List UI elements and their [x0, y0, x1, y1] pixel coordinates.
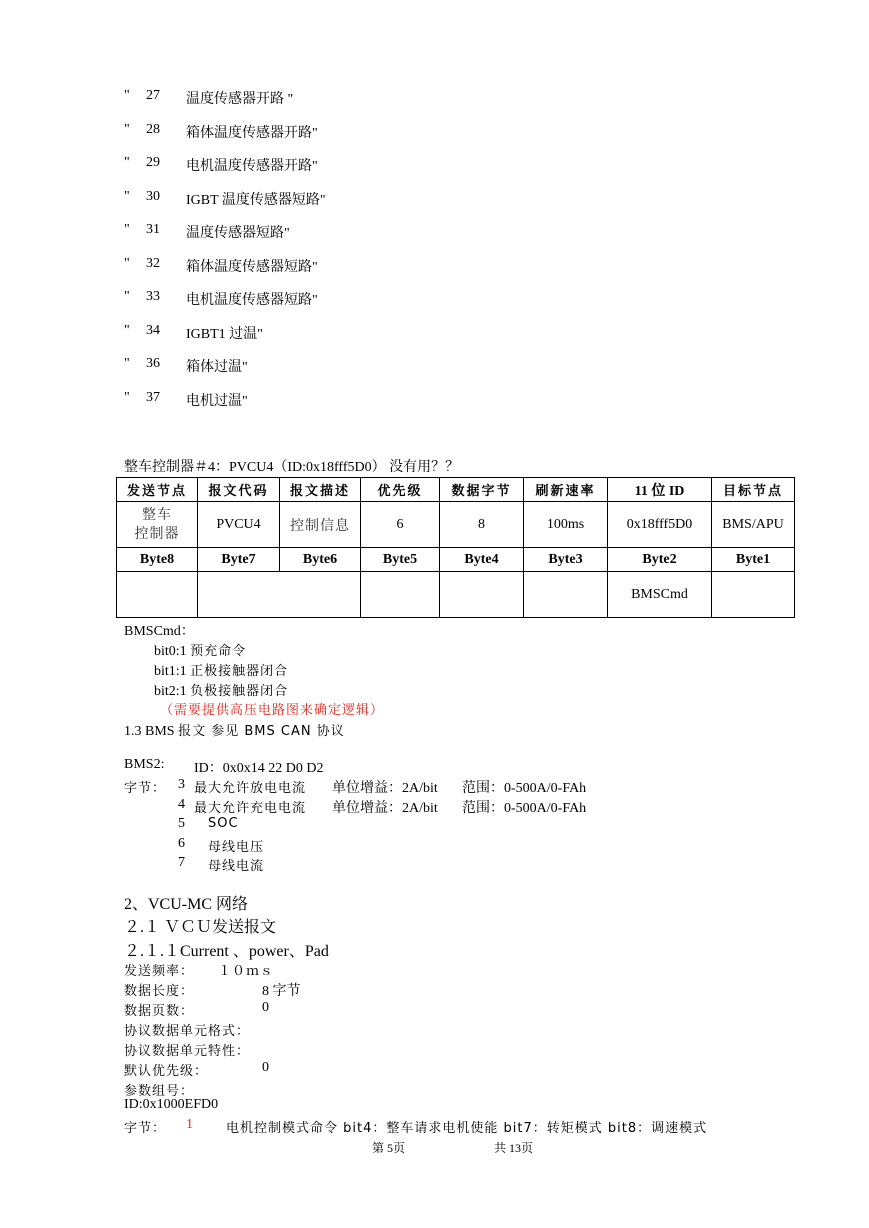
subsection-vcu-send: ２.１ ＶＣＵ发送报文 — [124, 919, 277, 936]
th-byte6: Byte6 — [280, 548, 361, 572]
cell-byte7-6 — [198, 572, 361, 618]
bms-byte-range: 范围：0-500A/0-FAh — [462, 781, 587, 796]
bms-byte-gain: 单位增益：2A/bit — [332, 800, 438, 816]
vcu-field-label: 数据页数： — [124, 1004, 195, 1019]
bms-byte-name: SOC — [208, 816, 239, 831]
footer-page-number: 第 5页 — [372, 1141, 406, 1155]
fault-number: 29 — [146, 155, 160, 170]
fault-quote: " — [124, 255, 130, 271]
bms2-label: BMS2: — [124, 757, 165, 772]
vcu-field-label: 参数组号： — [124, 1084, 195, 1099]
cell-byte4 — [440, 572, 524, 618]
vcu-field-value: １０ｍｓ — [218, 964, 275, 979]
pvcu4-title: 整车控制器＃4：PVCU4（ID:0x18fff5D0） 没有用？？ — [124, 460, 460, 475]
cell-byte5 — [361, 572, 440, 618]
vcu-byte-desc: 电机控制模式命令 bit4：整车请求电机使能 bit7：转矩模式 bit8：调速模式 — [226, 1121, 708, 1136]
fault-number: 28 — [146, 121, 160, 137]
bit-label: bit2:1 — [154, 684, 187, 699]
th-byte2: Byte2 — [608, 548, 712, 572]
cell-priority: 6 — [361, 502, 440, 548]
bmscmd-bit2 — [154, 680, 288, 700]
bms-byte-number: 6 — [178, 835, 185, 851]
table-header-row — [117, 478, 795, 502]
bit-text: 负极接触器闭合 — [190, 684, 289, 699]
fault-description: 箱体温度传感器短路" — [186, 259, 318, 275]
fault-description: IGBT1 过温" — [186, 326, 263, 342]
cell-send-node: 整车 控制器 — [117, 502, 198, 548]
bit-label: bit0:1 — [154, 644, 187, 659]
byte-header-row — [117, 548, 795, 572]
fault-number: 32 — [146, 255, 160, 271]
bms-byte-name: 最大允许充电电流 — [194, 800, 307, 816]
th-byte1: Byte1 — [712, 548, 795, 572]
fault-number: 27 — [146, 88, 160, 103]
bmscmd-label: BMSCmd： — [124, 624, 195, 639]
fault-description: 箱体温度传感器开路" — [186, 125, 318, 141]
bms-byte-name: 母线电流 — [208, 859, 265, 874]
bmscmd-bit1 — [154, 660, 288, 680]
fault-description: 温度传感器短路" — [186, 226, 290, 241]
vcu-byte-label: 字节： — [124, 1121, 167, 1136]
fault-description: 温度传感器开路 " — [186, 92, 294, 107]
bms-heading — [124, 720, 345, 740]
th-msg-code: 报文代码 — [198, 478, 280, 502]
cell-byte2: BMSCmd — [608, 572, 712, 618]
section-vcu-mc: 2、VCU-MC 网络 — [124, 896, 249, 913]
cell-11bit-id: 0x18fff5D0 — [608, 502, 712, 548]
bms-bytes-label: 字节： — [124, 781, 167, 796]
fault-number: 37 — [146, 389, 160, 405]
fault-quote: " — [124, 389, 130, 405]
th-byte4: Byte4 — [440, 548, 524, 572]
vcu-field-value: 0 — [262, 1060, 269, 1075]
fault-quote: " — [124, 289, 130, 304]
fault-number: 33 — [146, 289, 160, 304]
bmscmd-bit0 — [154, 640, 246, 660]
fault-number: 31 — [146, 222, 160, 237]
fault-description: 电机过温" — [186, 393, 248, 409]
cell-byte8 — [117, 572, 198, 618]
bit-label: bit1:1 — [154, 664, 187, 679]
footer-total-pages: 共 13页 — [494, 1141, 534, 1155]
cell-refresh-rate: 100ms — [524, 502, 608, 548]
vcu-field-value: 8 字节 — [262, 984, 301, 999]
th-target-node: 目标节点 — [712, 478, 795, 502]
th-data-bytes: 数据字节 — [440, 478, 524, 502]
vcu-field-label: 默认优先级： — [124, 1064, 209, 1079]
th-byte7: Byte7 — [198, 548, 280, 572]
bms-byte-name: 母线电压 — [208, 839, 265, 855]
th-refresh-rate: 刷新速率 — [524, 478, 608, 502]
fault-description: 电机温度传感器开路" — [186, 159, 318, 174]
bms-byte-range: 范围：0-500A/0-FAh — [462, 800, 587, 816]
bms-byte-number: 3 — [178, 777, 185, 792]
fault-quote: " — [124, 155, 130, 170]
vcu-id-line: ID:0x1000EFD0 — [124, 1097, 219, 1112]
th-msg-desc: 报文描述 — [280, 478, 361, 502]
vcu-field-label: 协议数据单元特性： — [124, 1044, 251, 1059]
cell-byte3 — [524, 572, 608, 618]
fault-quote: " — [124, 322, 130, 338]
bit-text: 正极接触器闭合 — [190, 664, 289, 679]
bms-heading-num: 1.3 BMS — [124, 724, 175, 739]
bms-heading-text: 报文 参见 BMS CAN 协议 — [178, 724, 345, 739]
cell-data-bytes: 8 — [440, 502, 524, 548]
fault-number: 30 — [146, 188, 160, 204]
cell-msg-desc: 控制信息 — [280, 502, 361, 548]
fault-description: 箱体过温" — [186, 360, 248, 375]
cell-target-node: BMS/APU — [712, 502, 795, 548]
fault-description: IGBT 温度传感器短路" — [186, 192, 326, 208]
vcu-byte-num: 1 — [186, 1117, 193, 1132]
fault-description: 电机温度传感器短路" — [186, 293, 318, 308]
bms2-id: ID：0x0x14 22 D0 D2 — [194, 761, 324, 776]
th-byte8: Byte8 — [117, 548, 198, 572]
bit-text: 预充命令 — [190, 644, 247, 659]
vcu-field-value: 0 — [262, 1000, 269, 1015]
th-priority: 优先级 — [361, 478, 440, 502]
th-send-node: 发送节点 — [117, 478, 198, 502]
bmscmd-note: （需要提供高压电路图来确定逻辑） — [160, 703, 385, 718]
bms-byte-number: 5 — [178, 816, 185, 831]
bms-byte-name: 最大允许放电电流 — [194, 781, 307, 796]
table-row — [117, 502, 795, 548]
vcu-field-label: 数据长度： — [124, 984, 195, 999]
fault-quote: " — [124, 222, 130, 237]
byte-row — [117, 572, 795, 618]
th-11bit-id: 11 位 ID — [608, 478, 712, 502]
vcu-field-label: 协议数据单元格式： — [124, 1024, 251, 1039]
cell-msg-code: PVCU4 — [198, 502, 280, 548]
bms-byte-gain: 单位增益：2A/bit — [332, 781, 438, 796]
fault-number: 36 — [146, 356, 160, 371]
bms-byte-number: 7 — [178, 855, 185, 870]
vcu-field-label: 发送频率： — [124, 964, 195, 979]
bms-byte-number: 4 — [178, 796, 185, 812]
fault-quote: " — [124, 356, 130, 371]
fault-quote: " — [124, 121, 130, 137]
th-byte5: Byte5 — [361, 548, 440, 572]
fault-number: 34 — [146, 322, 160, 338]
cell-byte1 — [712, 572, 795, 618]
th-byte3: Byte3 — [524, 548, 608, 572]
pvcu4-table — [116, 477, 795, 618]
fault-quote: " — [124, 188, 130, 204]
fault-quote: " — [124, 88, 130, 103]
subsection-current-power-pad: ２.１.１Current 、power、Pad — [124, 943, 329, 960]
